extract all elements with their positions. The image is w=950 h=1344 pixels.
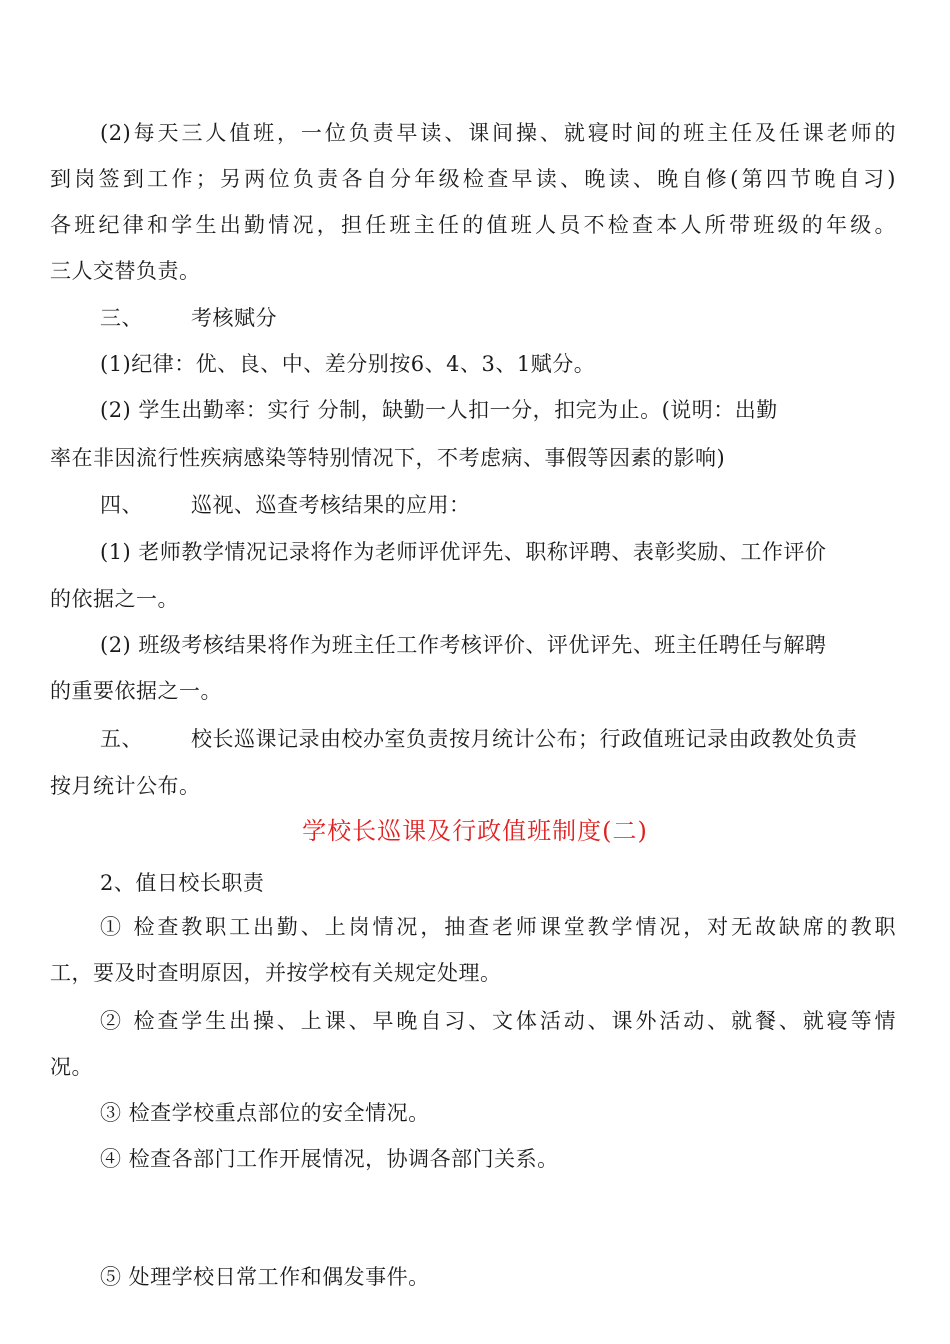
paragraph-line: (2)每天三人值班，一位负责早读、课间操、就寝时间的班主任及任课老师的 [100,121,896,145]
section-title: 考核赋分 [191,306,277,330]
section-title: 巡视、巡查考核结果的应用： [191,493,471,517]
duty-item: ① 检查教职工出勤、上岗情况，抽查老师课堂教学情况，对无故缺席的教职 [100,915,896,939]
section-number: 四、 [100,493,143,517]
paragraph-line: 三人交替负责。 [50,259,201,283]
paragraph-line: 各班纪律和学生出勤情况，担任班主任的值班人员不检查本人所带班级的年级。 [50,213,896,237]
list-item: (1) 老师教学情况记录将作为老师评优评先、职称评聘、表彰奖励、工作评价 [100,540,827,564]
duty-item: ④ 检查各部门工作开展情况，协调各部门关系。 [100,1147,559,1171]
section-heading [100,724,858,754]
duty-item-continuation: 工，要及时查明原因，并按学校有关规定处理。 [50,961,502,985]
list-item-continuation: 率在非因流行性疾病感染等特别情况下，不考虑病、事假等因素的影响) [50,446,726,470]
duty-item-continuation: 况。 [50,1055,93,1079]
paragraph-line: 按月统计公布。 [50,774,201,798]
section-text: 校长巡课记录由校办室负责按月统计公布；行政值班记录由政教处负责 [191,727,858,751]
list-item: (1)纪律：优、良、中、差分别按6、4、3、1赋分。 [100,352,596,376]
section-heading [100,490,471,520]
section-number: 三、 [100,306,143,330]
paragraph-line: 到岗签到工作；另两位负责各自分年级检查早读、晚读、晚自修(第四节晚自习) [50,167,896,191]
duty-item: ⑤ 处理学校日常工作和偶发事件。 [100,1265,430,1289]
document-title: 学校长巡课及行政值班制度(二) [302,817,648,845]
duty-item: ③ 检查学校重点部位的安全情况。 [100,1101,430,1125]
section-number: 五、 [100,727,143,751]
section-heading [100,303,277,333]
list-item: (2) 班级考核结果将作为班主任工作考核评价、评优评先、班主任聘任与解聘 [100,633,827,657]
subsection-heading: 2、值日校长职责 [100,871,265,895]
list-item-continuation: 的重要依据之一。 [50,679,222,703]
list-item-continuation: 的依据之一。 [50,587,179,611]
duty-item: ② 检查学生出操、上课、早晚自习、文体活动、课外活动、就餐、就寝等情 [100,1009,896,1033]
list-item: (2) 学生出勤率：实行 分制，缺勤一人扣一分，扣完为止。(说明：出勤 [100,398,778,422]
